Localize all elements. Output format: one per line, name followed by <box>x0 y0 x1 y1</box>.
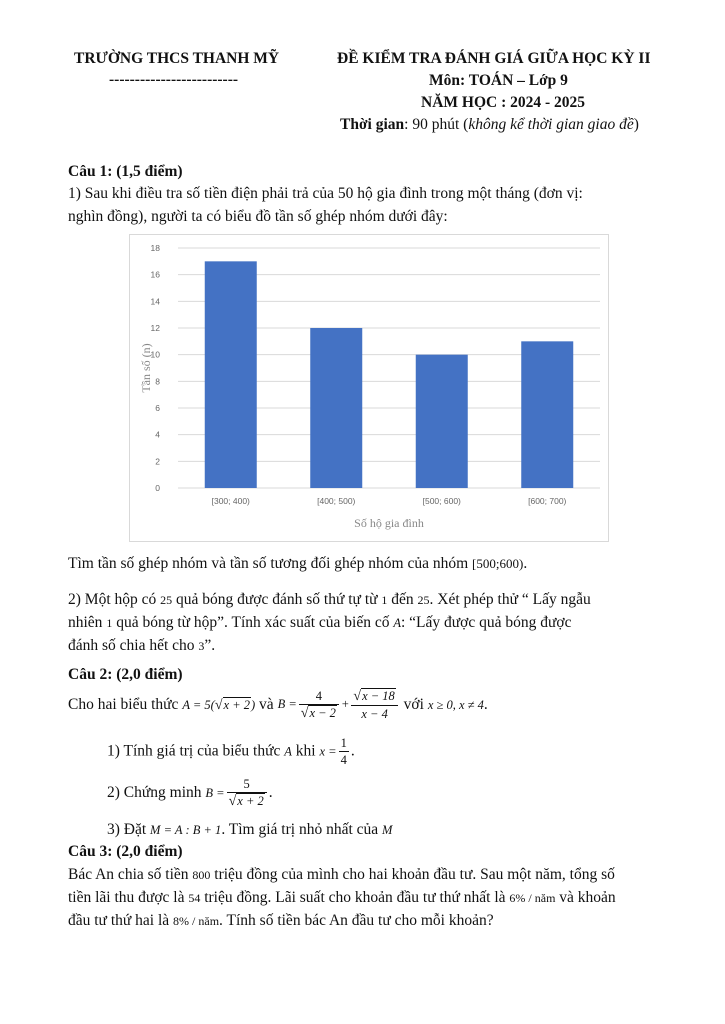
q3-title: Câu 3: (2,0 điểm) <box>68 843 183 860</box>
number: 25 <box>417 593 430 607</box>
fraction <box>227 776 267 810</box>
numerator: 4 <box>299 688 339 705</box>
symbol: M <box>382 823 393 837</box>
text: . Tính số tiền bác An đầu tư cho mỗi khoản? <box>219 912 494 929</box>
text: quả bóng từ hộp”. Tính xác suất của biến cố <box>112 614 394 631</box>
bar <box>205 261 257 488</box>
exam-time <box>340 116 639 134</box>
expr-A-rhs: ) <box>251 697 256 712</box>
text: triệu đồng. Lãi suất cho khoản đầu tư thứ nhất là <box>200 889 510 906</box>
text: và <box>259 696 278 713</box>
y-tick-label: 0 <box>155 483 160 493</box>
text: : “Lấy được quả bóng được <box>400 614 572 631</box>
y-tick-label: 16 <box>150 269 160 280</box>
event-symbol: A <box>393 616 401 630</box>
fraction <box>339 735 349 768</box>
text: 2) Một hộp có <box>68 591 161 608</box>
denominator: 4 <box>340 753 347 767</box>
q1-task-group: [500;600) <box>472 556 524 571</box>
y-tick-label: 6 <box>155 403 160 413</box>
y-tick-label: 14 <box>150 296 160 307</box>
text: . Xét phép thử “ Lấy ngẫu <box>429 591 591 608</box>
x-tick-label: [500; 600) <box>422 496 461 506</box>
q1-part1-line2: nghìn đồng), người ta có biểu đồ tần số ghép nhóm dưới đây: <box>68 208 448 225</box>
text: 1) Tính giá trị của biểu thức <box>107 742 285 760</box>
y-axis-label: Tần số (n) <box>139 343 153 393</box>
numerator: 5 <box>227 776 267 793</box>
plus-sign: + <box>340 696 350 711</box>
text: nhiên <box>68 614 107 631</box>
text: . Tìm giá trị nhỏ nhất của <box>221 821 383 838</box>
text: quả bóng được đánh số thứ tự từ <box>172 591 382 608</box>
sqrt-icon: √ <box>353 689 362 704</box>
school-name: TRƯỜNG THCS THANH MỸ <box>74 50 280 67</box>
y-tick-label: 4 <box>155 429 160 440</box>
x-tick-label: [600; 700) <box>528 496 567 506</box>
bar <box>521 341 573 488</box>
number: 1 <box>106 616 113 630</box>
fraction <box>351 688 397 722</box>
exam-title: ĐỀ KIỂM TRA ĐÁNH GIÁ GIỮA HỌC KỲ II <box>337 50 651 67</box>
bar <box>416 355 468 488</box>
q2-item2 <box>107 776 273 810</box>
frequency-bar-chart <box>129 234 609 542</box>
text: đầu tư thứ hai là <box>68 912 174 929</box>
numerator: x − 18 <box>362 689 395 703</box>
text: đánh số chia hết cho <box>68 637 199 654</box>
y-tick-label: 8 <box>155 376 160 387</box>
time-label: Thời gian <box>340 116 405 133</box>
q1-title: Câu 1: (1,5 điểm) <box>68 163 183 180</box>
bar <box>310 328 362 488</box>
q1-task-end: . <box>523 555 528 572</box>
y-tick-label: 2 <box>155 456 160 467</box>
expr-A-lhs: A = 5( <box>182 697 215 712</box>
expression: M = A : B + 1 <box>150 823 222 837</box>
q2-item1 <box>107 735 355 768</box>
symbol: x = <box>319 744 337 759</box>
text: ”. <box>204 637 216 654</box>
q2-title: Câu 2: (2,0 điểm) <box>68 666 183 683</box>
text: 2) Chứng minh <box>107 784 206 801</box>
y-tick-label: 10 <box>150 349 160 360</box>
text: . <box>268 784 273 801</box>
fraction <box>299 688 339 722</box>
text: với <box>403 696 428 713</box>
expr-B-lhs: B = <box>277 696 297 711</box>
y-tick-label: 12 <box>150 323 160 333</box>
exam-year: NĂM HỌC : 2024 - 2025 <box>421 94 586 111</box>
sqrt-icon: √ <box>214 697 223 713</box>
denominator: x − 4 <box>361 707 388 721</box>
text: Cho hai biểu thức <box>68 696 183 713</box>
condition: x ≥ 0, x ≠ 4 <box>427 698 484 712</box>
text: tiền lãi thu được là <box>68 889 189 906</box>
number: 800 <box>192 868 211 882</box>
text: và khoản <box>555 889 616 906</box>
text: khi <box>291 742 320 760</box>
x-tick-label: [400; 500) <box>317 496 356 506</box>
text: triệu đồng của mình cho hai khoản đầu tư. Sau một năm, tổng số <box>210 866 615 883</box>
x-axis-label: Số hộ gia đình <box>354 516 424 530</box>
q1-task <box>68 551 527 576</box>
q1-task-text: Tìm tần số ghép nhóm và tần số tương đối ghép nhóm của nhóm <box>68 555 473 572</box>
text: đến <box>387 591 418 608</box>
number: 25 <box>160 593 173 607</box>
number: 3 <box>198 639 205 653</box>
expr-B <box>277 689 400 721</box>
rate: 6% / năm <box>509 891 556 905</box>
time-close: ) <box>633 116 639 133</box>
text: 3) Đặt <box>107 821 151 838</box>
y-tick-label: 18 <box>150 243 160 253</box>
sqrt-icon: √ <box>300 706 309 721</box>
symbol: B = <box>205 786 225 800</box>
text: . <box>350 742 355 760</box>
expr-A <box>182 698 255 712</box>
denominator: x + 2 <box>237 794 264 808</box>
symbol: A <box>284 744 292 759</box>
exam-subject: Môn: TOÁN – Lớp 9 <box>429 72 568 89</box>
number: 1 <box>381 593 388 607</box>
chart-svg <box>130 235 608 541</box>
x-tick-label: [300; 400) <box>211 496 250 506</box>
denominator: x − 2 <box>309 706 336 720</box>
time-note: không kể thời gian giao đề <box>468 116 634 133</box>
text: Bác An chia số tiền <box>68 866 193 883</box>
q1-part1-line1: 1) Sau khi điều tra số tiền điện phải trả của 50 hộ gia đình trong một tháng (đơn vị: <box>68 185 583 202</box>
rate: 8% / năm <box>173 914 220 928</box>
numerator: 1 <box>340 736 347 750</box>
q3-line3 <box>68 908 494 934</box>
school-rule: ------------------------- <box>109 71 239 88</box>
time-value: : 90 phút ( <box>404 116 469 133</box>
expr-A-radicand: x + 2 <box>223 697 250 712</box>
text: . <box>483 696 488 713</box>
sqrt-icon: √ <box>228 794 237 809</box>
number: 54 <box>188 891 201 905</box>
q1-part2-line3 <box>68 633 215 659</box>
q2-intro <box>68 688 488 722</box>
